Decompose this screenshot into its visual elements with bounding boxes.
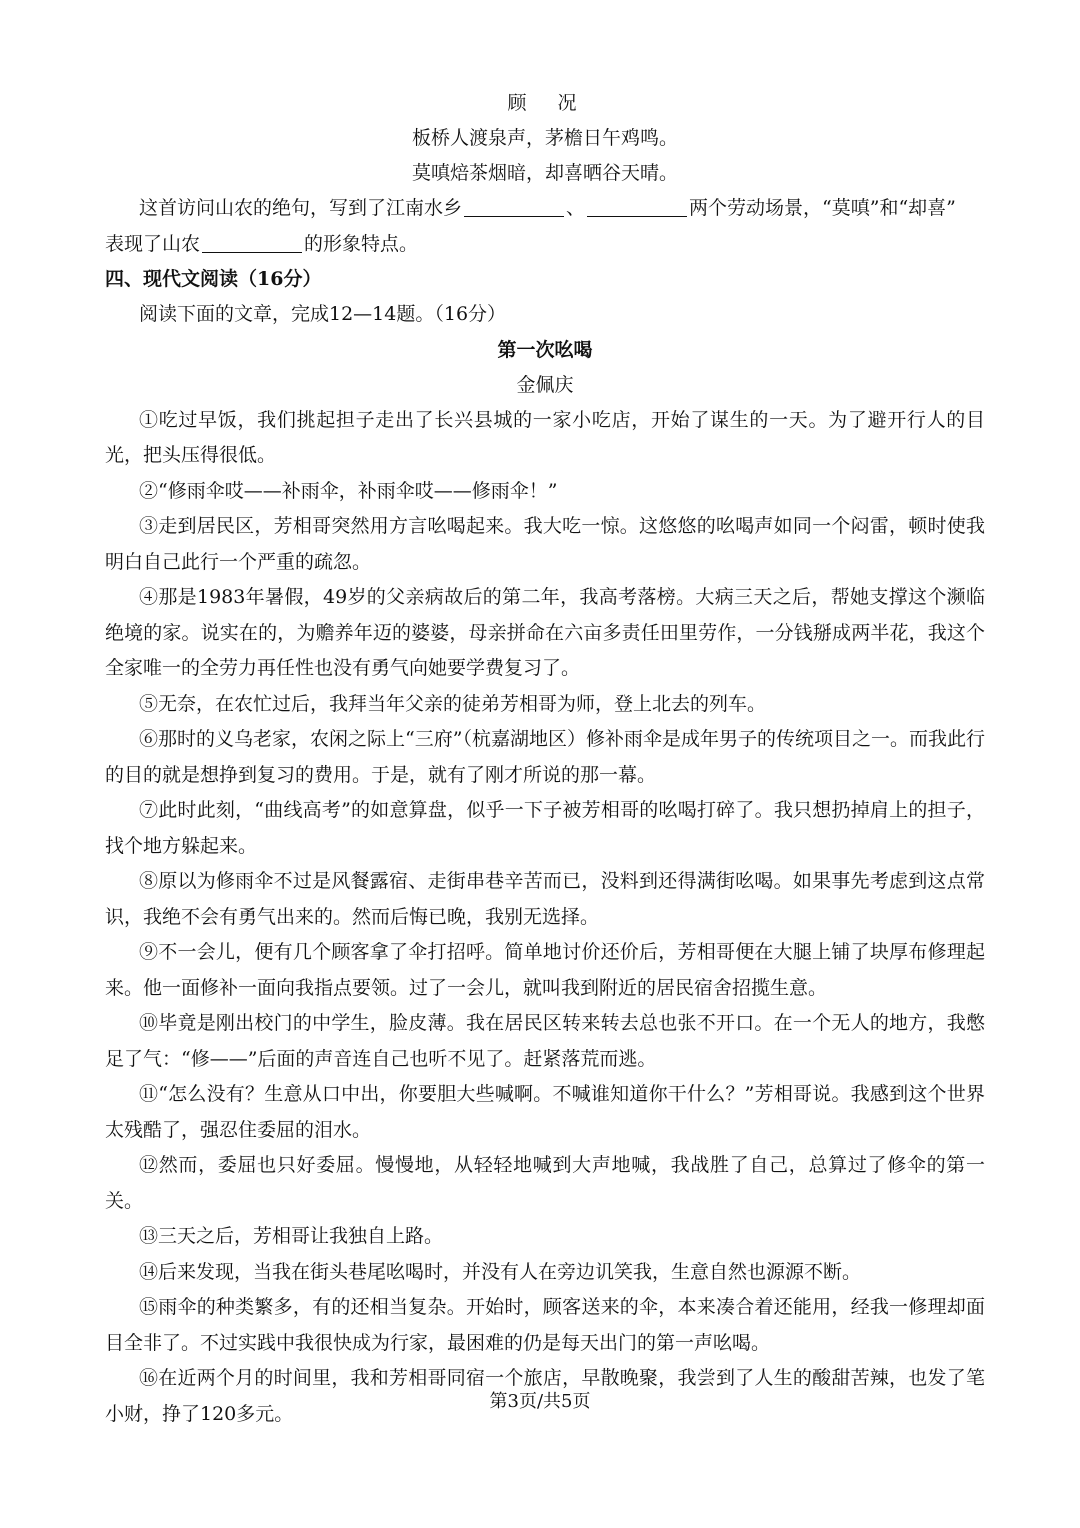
article-paragraph: ⑩毕竟是刚出校门的中学生，脸皮薄。我在居民区转来转去总也张不开口。在一个无人的地方，我憋足了气：“修——”后面的声音连自己也听不见了。赶紧落荒而逃。 xyxy=(105,1012,985,1070)
poem-line: 板桥人渡泉声，茅檐日午鸡鸣。 xyxy=(411,127,678,149)
question-text: 这首访问山农的绝句，写到了江南水乡 xyxy=(139,197,463,219)
article-author: 金佩庆 xyxy=(516,373,574,396)
article-paragraph: ②“修雨伞哎——补雨伞，补雨伞哎——修雨伞！” xyxy=(139,479,558,502)
article-paragraph: ⑮雨伞的种类繁多，有的还相当复杂。开始时，顾客送来的伞，本来凑合着还能用，经我一修理却面目全非了。不过实践中我很快成为行家，最困难的仍是每天出门的第一声吆喝。 xyxy=(105,1296,985,1354)
article-paragraph: ①吃过早饭，我们挑起担子走出了长兴县城的一家小吃店，开始了谋生的一天。为了避开行人的目光，把头压得很低。 xyxy=(105,408,985,466)
page-number: 第3页/共5页 xyxy=(489,1391,591,1412)
article-paragraph: ⑪“怎么没有？生意从口中出，你要胆大些喊啊。不喊谁知道你干什么？”芳相哥说。我感到这个世界太残酷了，强忍住委屈的泪水。 xyxy=(105,1083,985,1141)
question-text: 、 xyxy=(566,197,586,219)
article-paragraph: ⑨不一会儿，便有几个顾客拿了伞打招呼。简单地讨价还价后，芳相哥便在大腿上铺了块厚布修理起来。他一面修补一面向我指点要领。过了一会儿，就叫我到附近的居民宿舍招揽生意。 xyxy=(105,941,985,999)
article-paragraph: ⑤无奈，在农忙过后，我拜当年父亲的徒弟芳相哥为师，登上北去的列车。 xyxy=(139,692,767,715)
article-paragraph: ⑥那时的义乌老家，农闲之际上“三府”（杭嘉湖地区）修补雨伞是成年男子的传统项目之一。而我此行的目的就是想挣到复习的费用。于是，就有了刚才所说的那一幕。 xyxy=(105,728,985,786)
page-content xyxy=(105,86,985,1432)
article-title: 第一次吆喝 xyxy=(497,338,593,361)
article-paragraph: ④那是1983年暑假，49岁的父亲病故后的第二年，我高考落榜。大病三天之后，帮她支撑这个濒临绝境的家。说实在的，为赡养年迈的婆婆，母亲拼命在六亩多责任田里劳作，一分钱掰成两半花，我这个全家唯一的全劳力再任性也没有勇气向她要学费复习了。 xyxy=(105,586,985,679)
question-11-text-cont xyxy=(105,227,985,263)
poem-line: 莫嗔焙茶烟暗，却喜晒谷天晴。 xyxy=(411,162,678,184)
question-text: 的形象特点。 xyxy=(304,232,419,255)
question-text: 两个劳动场景，“莫嗔”和“却喜” xyxy=(689,197,956,219)
article-paragraph: ⑭后来发现，当我在街头巷尾吆喝时，并没有人在旁边讥笑我，生意自然也源源不断。 xyxy=(139,1260,862,1283)
section-heading: 四、现代文阅读（16分） xyxy=(105,268,322,290)
article-body xyxy=(105,403,985,1433)
article-paragraph: ⑦此时此刻，“曲线高考”的如意算盘，似乎一下子被芳相哥的吆喝打碎了。我只想扔掉肩上的担子，找个地方躲起来。 xyxy=(105,799,985,857)
question-11-text xyxy=(105,191,985,227)
article-paragraph: ⑯在近两个月的时间里，我和芳相哥同宿一个旅店，早散晚聚，我尝到了人生的酸甜苦辣，也发了笔小财，挣了120多元。 xyxy=(105,1367,985,1425)
article-paragraph: ⑬三天之后，芳相哥让我独自上路。 xyxy=(139,1225,444,1247)
article-paragraph: ⑫然而，委屈也只好委屈。慢慢地，从轻轻地喊到大声地喊，我战胜了自己，总算过了修伞的第一关。 xyxy=(105,1154,985,1212)
answer-blank[interactable] xyxy=(202,233,302,253)
article-paragraph: ⑧原以为修雨伞不过是风餐露宿、走街串巷辛苦而已，没料到还得满街吆喝。如果事先考虑到这点常识，我绝不会有勇气出来的。然而后悔已晚，我别无选择。 xyxy=(105,870,985,928)
article-paragraph: ③走到居民区，芳相哥突然用方言吆喝起来。我大吃一惊。这悠悠的吆喝声如同一个闷雷，顿时使我明白自己此行一个严重的疏忽。 xyxy=(105,515,985,573)
question-text: 表现了山农 xyxy=(105,232,201,255)
answer-blank[interactable] xyxy=(587,197,687,217)
section-instruction: 阅读下面的文章，完成12—14题。（16分） xyxy=(139,303,507,325)
answer-blank[interactable] xyxy=(464,197,564,217)
poem-title: 顾 况 xyxy=(507,92,583,114)
